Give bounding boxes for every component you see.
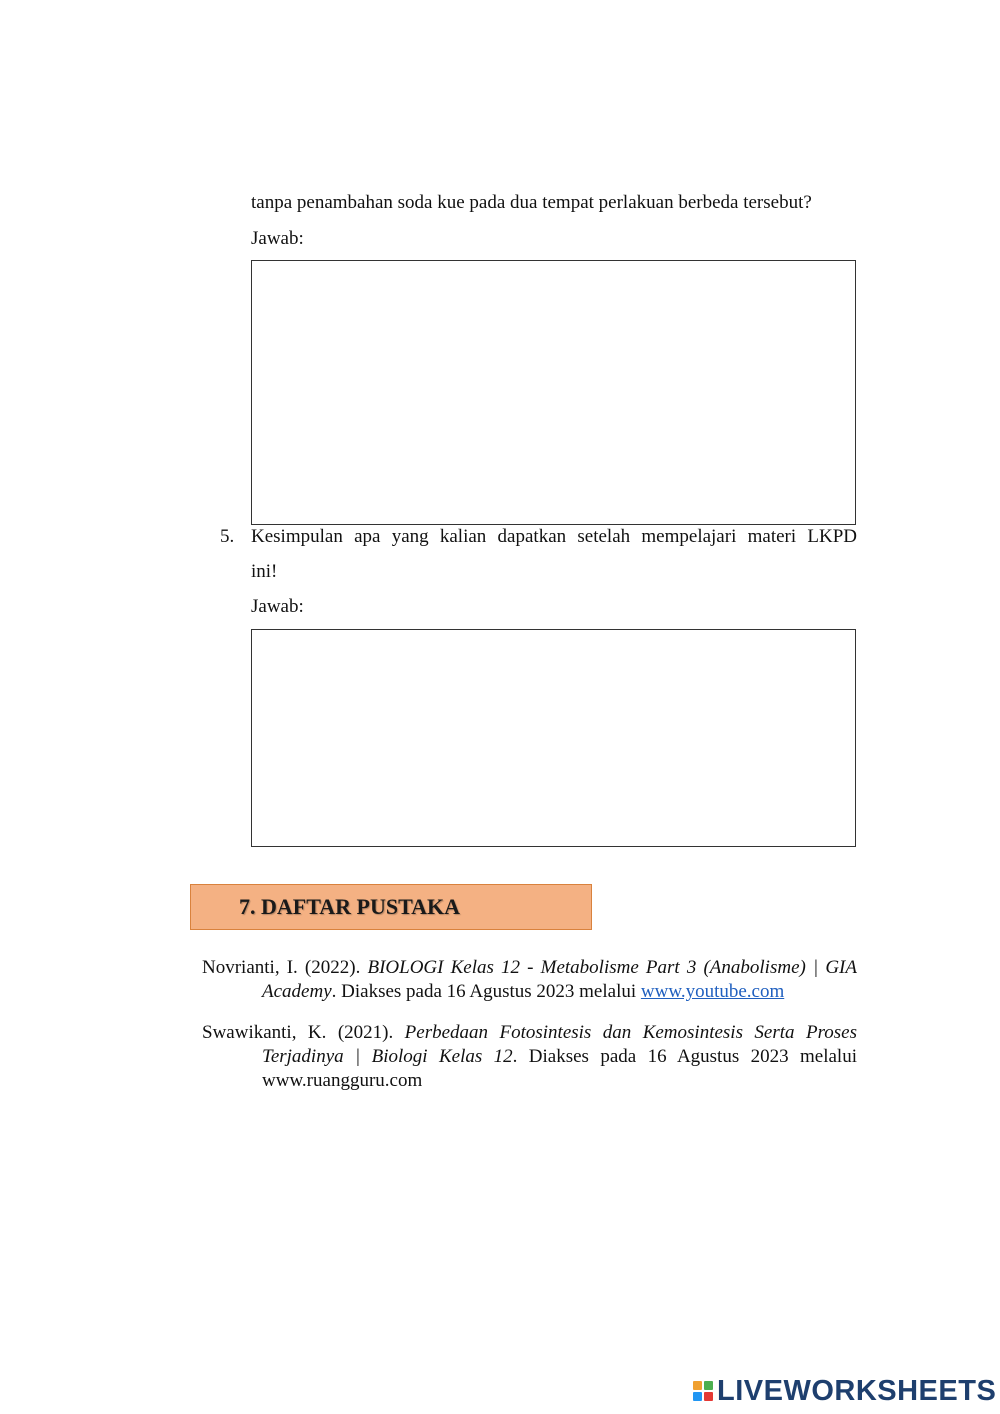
- question-5-answer-box[interactable]: [251, 629, 856, 847]
- logo-cell: [704, 1392, 713, 1401]
- question-5-answer-label: Jawab:: [251, 596, 304, 617]
- liveworksheets-logo[interactable]: [693, 1373, 996, 1409]
- reference-title: BIOLOGI Kelas 12 - Metabolisme Part 3 (Anabolisme) | GIA Academy: [262, 957, 857, 1002]
- reference-url: www.ruangguru.com: [262, 1070, 423, 1091]
- question-4-tail-text: tanpa penambahan soda kue pada dua tempat perlakuan berbeda tersebut?: [251, 192, 812, 213]
- question-5-text-line1: Kesimpulan apa yang kalian dapatkan setelah mempelajari materi LKPD: [251, 526, 857, 547]
- section-title: 7. DAFTAR PUSTAKA: [239, 894, 461, 919]
- reference-item: [202, 956, 857, 1004]
- logo-cell: [693, 1381, 702, 1390]
- question-5-number: 5.: [220, 526, 235, 547]
- question-5-text: [251, 524, 857, 585]
- section-heading-box: [190, 884, 592, 930]
- reference-link[interactable]: www.youtube.com: [640, 981, 785, 1002]
- reference-item: [202, 1021, 857, 1093]
- reference-author: Novrianti, I. (2022).: [202, 957, 368, 978]
- reference-title: Perbedaan Fotosintesis dan Kemosintesis Serta Proses Terjadinya | Biologi Kelas 12: [262, 1022, 857, 1067]
- logo-text: LIVEWORKSHEETS: [717, 1374, 997, 1407]
- logo-icon: [693, 1381, 713, 1401]
- logo-cell: [704, 1381, 713, 1390]
- logo-cell: [693, 1392, 702, 1401]
- reference-access: . Diakses pada 16 Agustus 2023 melalui: [331, 981, 641, 1002]
- reference-author: Swawikanti, K. (2021).: [202, 1022, 405, 1043]
- reference-access: . Diakses pada 16 Agustus 2023 melalui: [512, 1046, 857, 1067]
- question-4-answer-box[interactable]: [251, 260, 856, 525]
- question-4-answer-label: Jawab:: [251, 228, 304, 249]
- question-5-text-line2: ini!: [251, 561, 278, 582]
